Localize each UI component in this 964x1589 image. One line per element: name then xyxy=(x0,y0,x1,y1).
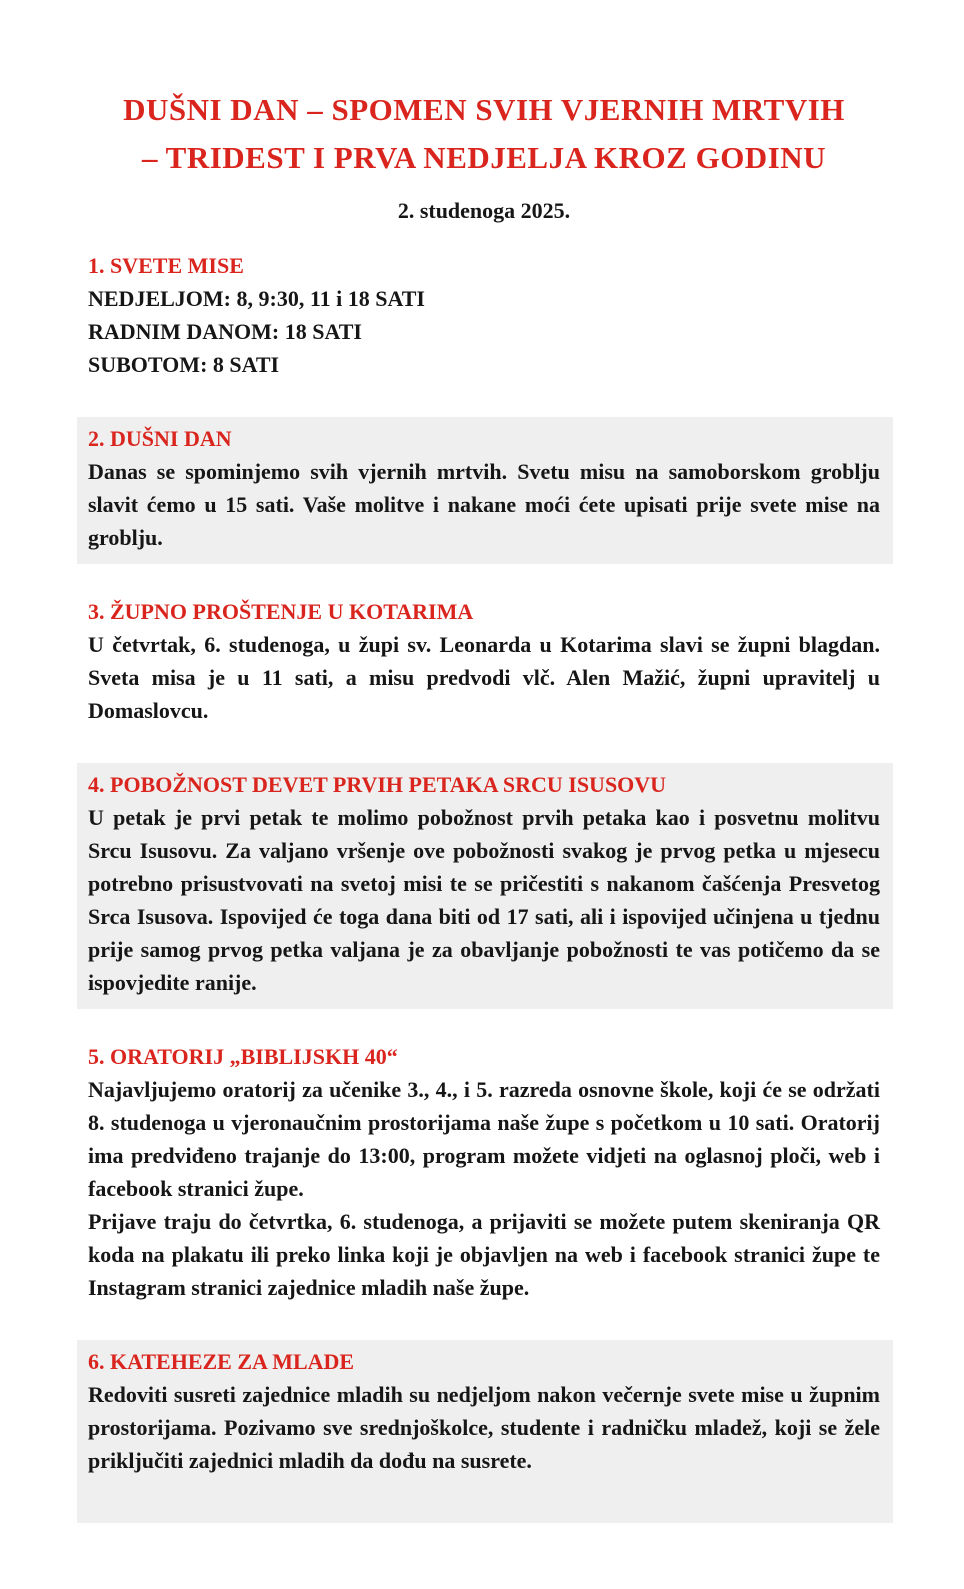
section-paragraph: U četvrtak, 6. studenoga, u župi sv. Leonarda u Kotarima slavi se župni blagdan. Sveta misa je u 11 sati, a misu predvodi vlč. Alen Mažić, župni upravitelj u Domaslovcu. xyxy=(88,632,880,723)
section-paragraph: Danas se spominjemo svih vjernih mrtvih. Svetu misu na samoborskom groblju slavit ćemo u 15 sati. Vaše molitve i nakane moći ćete upisati prije svete mise na groblju. xyxy=(88,459,880,550)
section-heading: 6. KATEHEZE ZA MLADE xyxy=(88,1349,355,1374)
bulletin-section xyxy=(77,417,893,564)
section-heading: 3. ŽUPNO PROŠTENJE U KOTARIMA xyxy=(88,599,474,624)
bulletin-section xyxy=(77,244,893,391)
section-paragraph: Najavljujemo oratorij za učenike 3., 4., i 5. razreda osnovne škole, koji će se održati 8. studenoga u vjeronaučnim prostorijama naše župe s početkom u 10 sati. Oratorij ima predviđeno trajanje do 13:00, program možete vidjeti na oglasnoj ploči, web i facebook stranici župe. xyxy=(88,1077,880,1201)
section-paragraph: RADNIM DANOM: 18 SATI xyxy=(88,319,362,344)
section-paragraph: NEDJELJOM: 8, 9:30, 11 i 18 SATI xyxy=(88,286,425,311)
section-paragraph: Prijave traju do četvrtka, 6. studenoga, a prijaviti se možete putem skeniranja QR koda na plakatu ili preko linka koji je objavljen na web i facebook stranici župe te Instagram stranici zajednice mladih naše župe. xyxy=(88,1209,880,1300)
section-heading: 1. SVETE MISE xyxy=(88,253,244,278)
bulletin-date: 2. studenoga 2025. xyxy=(397,198,571,223)
section-heading: 5. ORATORIJ „BIBLIJSKH 40“ xyxy=(88,1044,398,1069)
section-paragraph: U petak je prvi petak te molimo pobožnost prvih petaka kao i posvetnu molitvu Srcu Isusovu. Za valjano vršenje ove pobožnosti svakog je prvog petka u mjesecu potrebno prisustvovati na svetoj misi te se pričestiti s nakanom čašćenja Presvetog Srca Isusova. Ispovijed će toga dana biti od 17 sati, ali i ispovijed učinjena u tjednu prije samog prvog petka valjana je za obavljanje pobožnosti te vas potičemo da se ispovjedite ranije. xyxy=(88,805,880,995)
page-title xyxy=(88,86,880,182)
section-heading: 4. POBOŽNOST DEVET PRVIH PETAKA SRCU ISUSOVU xyxy=(88,772,667,797)
section-heading: 2. DUŠNI DAN xyxy=(88,426,232,451)
section-paragraph: SUBOTOM: 8 SATI xyxy=(88,352,280,377)
bulletin-section xyxy=(77,1035,893,1314)
section-paragraph: Redoviti susreti zajednice mladih su nedjeljom nakon večernje svete mise u župnim prostorijama. Pozivamo sve srednjoškolce, studente i radničku mladež, koji se žele priključiti zajednici mladih da dođu na susrete. xyxy=(88,1382,880,1473)
page-title-line-1: DUŠNI DAN – SPOMEN SVIH VJERNIH MRTVIH xyxy=(123,92,845,127)
bulletin-section xyxy=(77,590,893,737)
page-title-line-2: – TRIDEST I PRVA NEDJELJA KROZ GODINU xyxy=(141,140,827,175)
bulletin-section xyxy=(77,763,893,1009)
sections-list xyxy=(88,244,880,1523)
bulletin-section xyxy=(77,1340,893,1523)
